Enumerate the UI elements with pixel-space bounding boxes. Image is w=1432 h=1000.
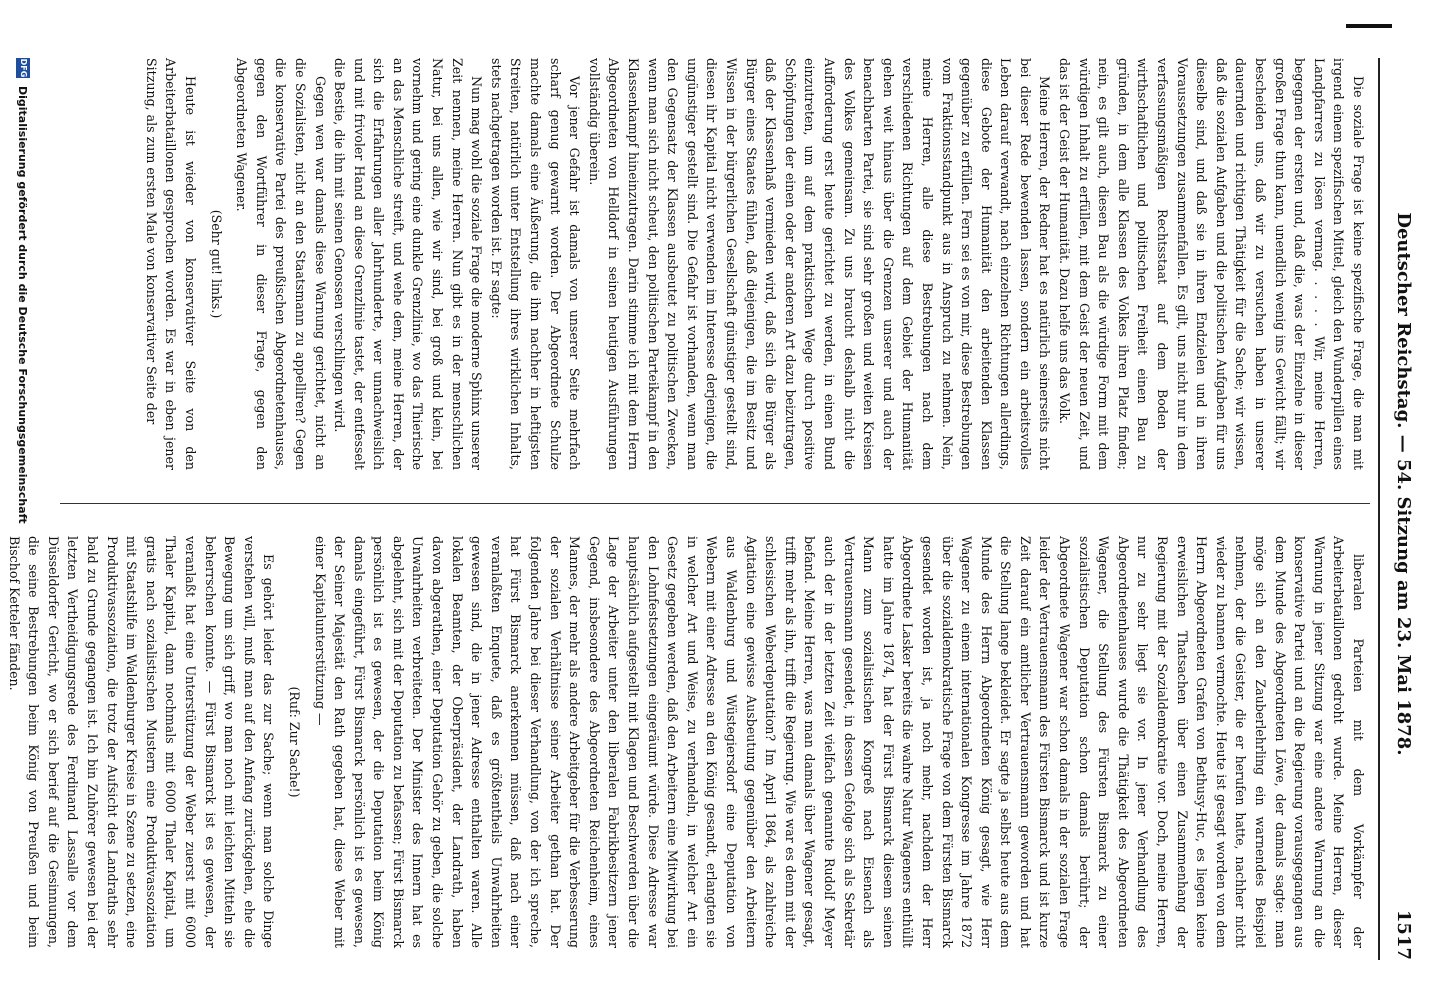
paragraph: Vor jener Gefahr ist damals von unserer Seite mehrfach scharf genug gewarnt worden. Der Abgeordnete Schulze machte damals eine Äußerung, die ihm nachher in heftigsten Streiten, natürlich unter Entstellung ihres wirklichen Inhalts, stets nachgetragen worden ist. Er sagte: bbox=[488, 58, 583, 470]
paragraph: Meine Herren, der Redner hat es natürlich seinerseits nicht bei dieser Rede bewenden lassen, sondern ein arbeitsvolles Leben darauf verwandt, nach einzelnen Richtungen allerdings, diese Gebote der Humanität den arbeitenden Klassen gegenüber zu erfüllen. Fern sei es von mir, diese Bestrebungen vom Fraktionsstandpunkt aus in Anspruch zu nehmen. Nein, meine Herren, alle diese Bestrebungen nach dem verschiedenen Richtungen auf dem Gebiet der Humanität gehen weit hinaus über die Grenzen unserer und auch der benachbarten Partei, sie sind sehr großen und weiten Kreisen des Volkes gemeinsam. Zu uns braucht deshalb nicht die Aufforderung erst heute gerichtet zu werden, in einen Bund einzutreten, um auf dem praktischen Wege durch positive Schöpfungen der einen oder der anderen Art dazu beizutragen, daß der Klassenhaß vermieden wird, daß sich die Bürger als Bürger eines Staates fühlen, daß diejenigen, die im Besitz und Wissen in der bürgerlichen Gesellschaft günstiger gestellt sind, diesen ihr Kapital nicht verwenden im Interesse derjenigen, die ungünstiger gestellt sind. Die Gefahr ist vorhanden, wenn man den Gegensatz der Klassen ausbeutet zu politischen Zwecken, wenn man sich nicht scheut, den politischen Parteikampf in den Klassenkampf hineinzutragen. Darin stimme ich mit dem Herrn Abgeordneten von Helldorf in seinen heutigen Ausführungen vollständig überein. bbox=[586, 58, 1053, 470]
paragraph: Gegen wen war damals diese Warnung gerichtet, nicht an die Sozialisten, nicht an den Staatsmann zu appelliren? Gegen die konservative Partei des preußischen Abgeordnetenhauses, gegen den Wortführer in dieser Frage, gegen den Abgeordneten Wagener. bbox=[234, 58, 328, 470]
paragraph: Heute ist wieder von konservativer Seite von den Arbeiterbataillonen gesprochen worden. Es war in eben jener Sitzung, als zum ersten Male von konservativer Seite der bbox=[143, 58, 198, 470]
paragraph: liberalen Parteien mit dem Vorkämpfer der Arbeiterbataillonen gedroht wurde. Meine Herren, dieser Warnung in jener Sitzung war eine andere Warnung an die konservative Partei und an die Regierung vorausgegangen aus dem Munde des Abgeordneten Löwe, der damals sagte: man möge sich an den Zauberlehrling ein warnendes Beispiel nehmen, der die Geister, die er herufen hatte, nachher nicht wieder zu bannen vermochte. Heute ist gesagt worden von dem Herrn Abgeordneten Grafen von Bethusy-Huc, es liegen keine erweislichen Thatsachen über einen Zusammenhang der Regierung mit der Sozialdemokratie vor. Doch, meine Herren, nur zu sehr liegt sie vor. In jener Verhandlung des Abgeordnetenhauses wurde die Thätigkeit des Abgeordneten Wagener, die Stellung des Fürsten Bismarck zu einer sozialistischen Deputation schon damals berührt; der Abgeordnete Wagener war schon damals in der sozialen Frage leider der Vertrauensmann des Fürsten Bismarck und ist kurze Zeit darauf ein amtlicher Vertrauensmann geworden und hat die Stellung lange bekleidet. Er sagte ja selbst heute aus dem Munde des Herrn Abgeordneten König gesagt, wie Herr Wagener zu einem internationalen Kongresse im Jahre 1872 über die sozialdemokratische Frage von dem Fürsten Bismarck gesendet worden ist, ja noch mehr, nachdem der Herr Abgeordnete Lasker bereits die wahre Natur Wageners enthüllt hatte im Jahre 1874, hat der Fürst Bismarck diesem seinen Mann zum sozialistischen Kongreß nach Eisenach als Vertrauensmann gesendet, in dessen Gefolge sich als Sekretär auch der in der letzten Zeit vielfach genannte Rudolf Meyer befand. Meine Herren, was man damals über Wagener gesagt, trifft mehr als ihn, trifft die Regierung. Wie war es denn mit der schlesischen Weberdeputation? Im April 1864, als zahlreiche Agitation eine gewisse Ausbeutung gegenüber den Arbeitern aus Waldenburg und Wüstegiersdorf eine Deputation von Webern mit einer Adresse an den König gesandt, erlangten sie in welcher Art und Weise, zu verhandeln, in welcher Art ein Gesetz gegeben werden, daß den Arbeitern eine Mitwirkung bei den Lohnfestsetzungen eingeräumt würde. Diese Adresse war hauptsächlich aufgestellt mit Klagen und Beschwerden über die Lage der Arbeiter unter den liberalen Fabrikbesitzern jener Gegend, insbesondere des Abgeordneten Reichenheim, eines Mannes, der mehr als andere Arbeitgeber für die Verbesserung der sozialen Verhältnisse seiner Arbeiter gethan hat. Der folgenden Jahre bei dieser Verhandlung, von der ich spreche, hat Fürst Bismarck anerkennen müssen, daß nach einer veranlaßten Enquete, daß es größtentheils Unwahrheiten gewesen sind, die in jener Adresse enthalten waren. Alle lokalen Beamten, der Oberpräsident, der Landrath, haben davon abgerathen, einer Deputation Gehör zu geben, die solche Unwahrheiten verbreiteten. Der Minister des Innern hat es abgelehnt, sich mit der Deputation zu befassen; Fürst Bismarck persönlich ist es gewesen, der die Deputation beim König damals eingeführt, Fürst Bismarck persönlich ist es gewesen, der Seiner Majestät den Rath gegeben hat, diese Weber mit einer Kapitalunterstützung — bbox=[312, 536, 1366, 948]
column-divider bbox=[60, 503, 1370, 504]
margin-mark bbox=[1346, 24, 1392, 28]
page-footer bbox=[6, 58, 40, 960]
page-title: Deutscher Reichstag. — 54. Sitzung am 23. Mai 1878. bbox=[1393, 212, 1415, 756]
page-header bbox=[1384, 58, 1424, 960]
right-column bbox=[6, 536, 1368, 948]
page-number: 1517 bbox=[1393, 909, 1415, 960]
digitization-credit: Digitalisierung gefördert durch die Deutsche Forschungsgemeinschaft bbox=[16, 86, 30, 524]
paragraph: Es gehört leider das zur Sache; wenn man solche Dinge verstehen will, muß man auf den Anfang zurückgehen, ehe die Bewegung um sich griff, wo man noch mit leichten Mitteln sie beherrschen konnte. — Fürst Bismarck ist es gewesen, der veranlaßt hat eine Unterstützung der Weber zuerst mit 6000 Thaler Kapital, dann nochmals mit 6000 Thaler Kapital, um gratis nach sozialistischen Mustern eine Produktivassoziation mit Staatshilfe im Waldenburger Kreise in Szene zu setzen, eine Produktivassoziation, die trotz der Aufsicht des Landraths sehr bald zu Grunde gegangen ist. Ich bin Zuhörer gewesen bei der letzten Vertheidigungsrede des Ferdinand Lassalle vor dem Düsseldorfer Gericht, wo er sich berief auf die Gesinnungen, die seine Bestrebungen beim König von Preußen und beim Bischof Ketteler fänden. bbox=[6, 536, 277, 948]
paragraph: Die soziale Frage ist keine spezifische Frage, die man mit irgend einem spezifischen Mittel, gleich den Wunderpillen eines Landpfarrers zu lösen vermag. . . . . Wir, meine Herren, begegnen der ersten und, daß die, was der Einzelne in dieser großen Frage thun kann, unendlich wenig ins Gewicht fällt; wir bescheiden uns, daß wir zu versuchen haben in unserer dauernden und richtigen Thätigkeit für die Sache; wir wissen, daß die sozialen Aufgaben und die politischen Aufgaben für uns dieselbe sind, und daß sie in ihren Endzielen und in ihren Voraussetzungen zusammenfallen. Es gilt, uns nicht nur in dem verfassungsmäßigen Rechtsstaat auf dem Boden der wirthschaftlichen und politischen Freiheit einen Bau zu gründen, in dem alle Klassen des Volkes ihren Platz finden; nein, es gilt auch, diesen Bau als die würdige Form mit dem würdigen Inhalt zu erfüllen, mit dem Geist der neuen Zeit, und das ist der Geist der Humanität. Dazu helfe uns das Volk. bbox=[1057, 58, 1366, 470]
dfg-logo: DFG bbox=[16, 58, 30, 78]
left-column bbox=[58, 58, 1368, 470]
interjection: (Sehr gut! links.) bbox=[208, 209, 224, 319]
quote-paragraph: Nun mag wohl die soziale Frage die moderne Sphinx unserer Zeit nennen, meine Herren. Nun gibt es in der menschlichen Natur, bei uns allen, wie wir sind, bei groß und klein, bei vornehm und gering eine dunkle Grenzlinie, wo das Thierische an das Menschliche streift, und wehe dem, meine Herren, der sich die Erfahrungen aller Jahrhunderte, wer unnachweislich und mit frivoler Hand an diese Grenzlinie tastet, der entfesselt die Bestie, die ihn mit seinen Genossen verschlingen wird. bbox=[332, 58, 485, 470]
header-rule bbox=[1378, 58, 1380, 960]
interjection: (Ruf: Zur Sache!) bbox=[286, 686, 302, 798]
